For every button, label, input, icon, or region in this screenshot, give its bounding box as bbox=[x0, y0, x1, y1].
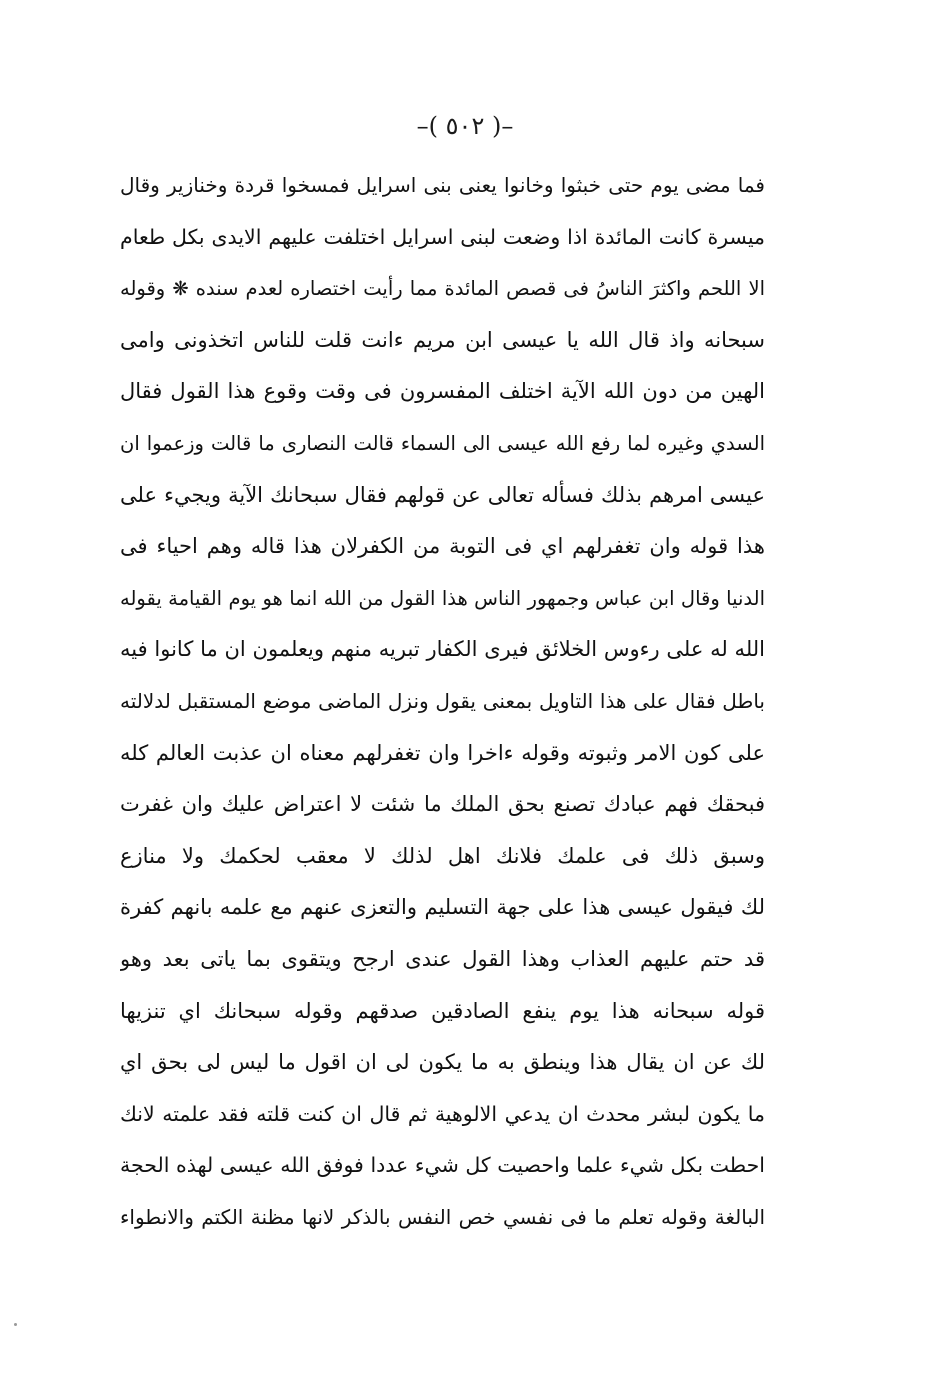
text-line: سبحانه واذ قال الله يا عيسى ابن مريم ءانت قلت للناس اتخذونى وامى bbox=[120, 327, 765, 352]
text-line: فبحقك فهم عبادك تصنع بحق الملك ما شئت لا اعتراض عليك وان غفرت bbox=[120, 792, 765, 817]
text-line: لك فيقول عيسى هذا على جهة التسليم والتعزى عنهم مع علمه بانهم كفرة bbox=[120, 895, 765, 920]
text-line: السدي وغيره لما رفع الله عيسى الى السماء قالت النصارى ما قالت وزعموا ان bbox=[120, 431, 765, 455]
text-line: قوله سبحانه هذا يوم ينفع الصادقين صدقهم وقوله سبحانك اي تنزيها bbox=[120, 998, 765, 1023]
text-line: احطت بكل شيء علما واحصيت كل شيء عددا فوفق الله عيسى لهذه الحجة bbox=[120, 1153, 765, 1178]
text-line: باطل فقال على هذا التاويل بمعنى يقول ونزل الماضى موضع المستقبل لدلالته bbox=[120, 688, 765, 713]
text-line: الله له على رءوس الخلائق فيرى الكفار تبريه منهم ويعلمون ان ما كانوا فيه bbox=[120, 637, 765, 662]
scan-speck bbox=[14, 1323, 17, 1326]
text-line: ما يكون لبشر محدث ان يدعي الالوهية ثم قال ان كنت قلته فقد علمته لانك bbox=[120, 1101, 765, 1126]
text-line: فما مضى يوم حتى خبثوا وخانوا يعنى بنى اسرايل فمسخوا قردة وخنازير وقال bbox=[120, 173, 765, 197]
text-line: على كون الامر وثبوته وقوله ءاخرا وان تغفرلهم معناه ان عذبت العالم كله bbox=[120, 740, 765, 765]
text-line: وسبق ذلك فى علمك فلانك اهل لذلك لا معقب لحكمك ولا منازع bbox=[120, 843, 765, 868]
page-number: –( ٥٠٢ )– bbox=[416, 112, 514, 140]
text-line: قد حتم عليهم العذاب وهذا القول عندى ارجح ويتقوى بما ياتى بعد وهو bbox=[120, 946, 765, 971]
text-line: ميسرة كانت المائدة اذا وضعت لبنى اسرايل اختلفت عليهم الايدى بكل طعام bbox=[120, 224, 765, 249]
text-line: لك عن ان يقال هذا وينطق به ما يكون لى ان اقول ما ليس لى بحق اي bbox=[120, 1050, 765, 1075]
body-text bbox=[120, 160, 765, 1243]
text-line: هذا قوله وان تغفرلهم اي فى التوبة من الكفرلان هذا قاله وهم احياء فى bbox=[120, 534, 765, 559]
text-line: البالغة وقوله تعلم ما فى نفسي خص النفس بالذكر لانها مظنة الكتم والانطواء bbox=[120, 1204, 765, 1229]
text-line: الهين من دون الله الآية اختلف المفسرون فى وقت وقوع هذا القول فقال bbox=[120, 379, 765, 404]
text-line: عيسى امرهم بذلك فسأله تعالى عن قولهم فقال سبحانك الآية ويجيء على bbox=[120, 482, 765, 507]
text-line: الا اللحم واكثرَ الناسُ فى قصص المائدة مما رأيت اختصاره لعدم سنده ❋ وقوله bbox=[120, 277, 765, 301]
text-line: الدنيا وقال ابن عباس وجمهور الناس هذا القول من الله انما هو يوم القيامة يقوله bbox=[120, 586, 765, 610]
